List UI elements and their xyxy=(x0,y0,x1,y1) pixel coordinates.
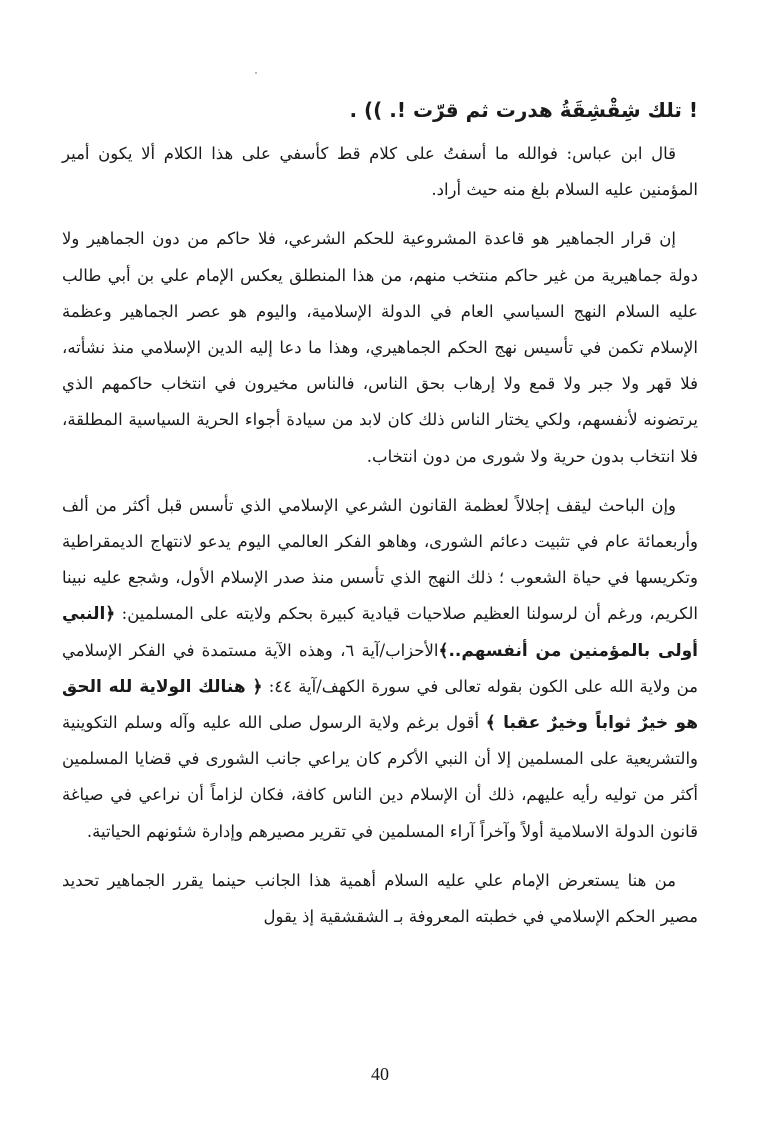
paragraph-2: إن قرار الجماهير هو قاعدة المشروعية للحكم الشرعي، فلا حاكم من دون الجماهير ولا دولة جماهيرية من غير حاكم منتخب منهم، من هذا المنطلق يعكس الإمام علي بن أبي طالب عليه السلام النهج السياسي العام في الدولة الإسلامية، واليوم هو عصر الجماهير وعظمة الإسلام تكمن في تأسيس نهج الحكم الجماهيري، وهذا ما دعا إليه الدين الإسلامي منذ نشأته، فلا قهر ولا جبر ولا قمع ولا إرهاب بحق الناس، فالناس مخيرون في انتخاب حاكمهم الذي يرتضونه لأنفسهم، ولكي يختار الناس ذلك كان لابد من سيادة أجواء الحرية السياسية المطلقة، فلا انتخاب بدون حرية ولا شورى من دون انتخاب. xyxy=(62,229,698,466)
paragraph-3-text-b: الأحزاب/آية ٦، وهذه الآية مستمدة في الفكر الإسلامي من ولاية الله على الكون بقوله تعالى في سورة الكهف/آية ٤٤: xyxy=(62,640,698,696)
paragraph-1: قال ابن عباس: فوالله ما أسفتُ على كلام قط كأسفي على هذا الكلام ألا يكون أمير المؤمنين عليه السلام بلغ منه حيث أراد. xyxy=(62,144,698,200)
page-body xyxy=(62,92,698,935)
quran-verse-ahzab: ﴿النبي أولى بالمؤمنين من أنفسهم..﴾ xyxy=(62,604,698,661)
section-heading: ! تلك شِقْشِقَةُ هدرت ثم قرّت !. )) . xyxy=(349,98,698,122)
scan-speck xyxy=(255,72,257,74)
paragraph-3 xyxy=(62,488,698,850)
paragraph-4: من هنا يستعرض الإمام علي عليه السلام أهمية هذا الجانب حينما يقرر الجماهير تحديد مصير الحكم الإسلامي في خطبته المعروفة بـ الشقشقية إذ يقول xyxy=(62,870,698,927)
paragraph-3-text-a: وإن الباحث ليقف إجلالاً لعظمة القانون الشرعي الإسلامي الذي تأسس قبل أكثر من ألف وأربعمائة عام في تثبيت دعائم الشورى، وهاهو الفكر العالمي اليوم يدعو لانتهاج الديمقراطية وتكريسها في حياة الشعوب ؛ ذلك النهج الذي تأسس منذ صدر الإسلام الأول، وشجع عليه نبينا الكريم، ورغم أن لرسولنا العظيم صلاحيات قيادية كبيرة بحكم ولايته على المسلمين: xyxy=(62,495,698,624)
page-number: 40 xyxy=(371,1064,389,1084)
quran-verse-kahf: ﴿ هنالك الولاية لله الحق هو خيرٌ ثواباً وخيرٌ عقبا ﴾ xyxy=(62,676,698,734)
paragraph-3-text-c: أقول برغم ولاية الرسول صلى الله عليه وآله وسلم التكوينية والتشريعية على المسلمين إلا أن النبي الأكرم كان يراعي جانب الشورى في قضايا المسلمين أكثر من توليه رأيه عليهم، ذلك أن الإسلام دين الناس كافة، فكان لزاماً أن نراعي في صياغة قانون الدولة الاسلامية أولاً وآخراً آراء المسلمين في تقرير مصيرهم وإدارة شئونهم الحياتية. xyxy=(62,713,698,841)
